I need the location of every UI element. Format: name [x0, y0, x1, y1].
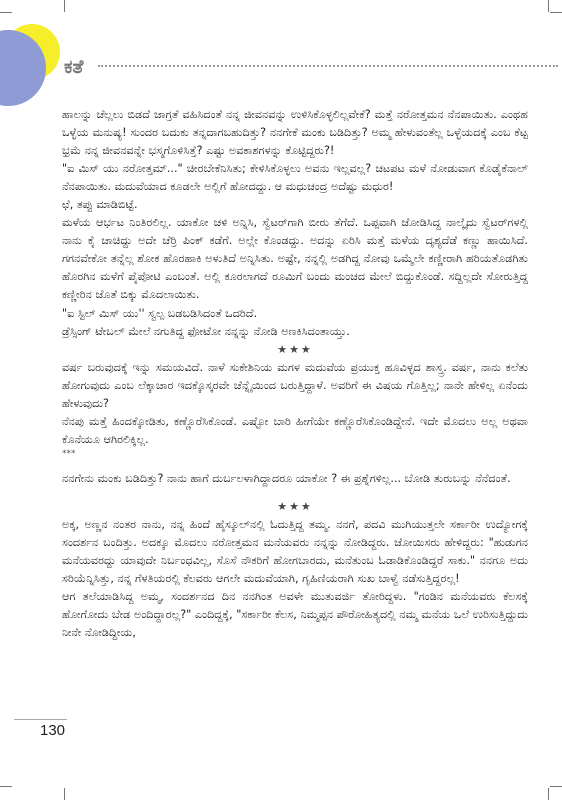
- crop-mark: [550, 786, 562, 787]
- crop-mark: [0, 12, 12, 13]
- mini-divider: ***: [62, 448, 76, 459]
- paragraph: ಛೆ, ತಪ್ಪು ಮಾಡಿಬಿಟ್ಟೆ.: [62, 198, 138, 212]
- crop-mark: [548, 788, 549, 800]
- paragraph: ವರ್ಷ ಬರುವುದಕ್ಕೆ ಇನ್ನು ಸಮಯವಿದೆ. ನಾಳೆ ಸುಕೇಶಿನಿಯ ಮಗಳ ಮದುವೆಯ ಪ್ರಯುಕ್ತ ಹೂವಿಳ್ಳದ ಶಾಸ್ತ್ರ. ವರ್ಷ, ನಾನು ಕಲೆತು ಹೋಗುವುದು ಎಂಬ ಲೆಕ್ಕಾಚಾರ ಇದಕ್ಕೊಸ್ಕರವೇ ಚೆನ್ನೈಯಿಂದ ಬರುತ್ತಿದ್ದಾಳೆ. ಅವರಿಗೆ ಈ ವಿಷಯ ಗೊತ್ತಿಲ್ಲ; ನಾನೇ ಹೇಳಿಲ್ಲ ಏನೆಂದು ಹೇಳುವುದು?: [62, 360, 528, 410]
- paragraph: "ಐ ಮಿಸ್ ಯು ನರೋತ್ತಮ್..." ಚೀರಬೇಕೆನಿಸಿತು; ಕೇಳಿಸಿಕೊಳ್ಳಲು ಅವನು ಇಲ್ಲವಲ್ಲ? ಚಟಪಟ ಮಳೆ ನೋಡುವಾಗ ಕೊಡೈಕೆನಾಲ್ ನೆನಪಾಯಿತು. ಮದುವೆಯಾದ ಕೂಡಲೇ ಅಲ್ಲಿಗೆ ಹೋದದ್ದು. ಆ ಮಧುಚಂದ್ರ ಅದೆಷ್ಟು ಮಧುರ!: [62, 162, 528, 194]
- section-divider: ★★★: [277, 342, 313, 356]
- page-number: 130: [40, 722, 66, 739]
- paragraph: "ಐ ಸ್ಟಿಲ್ ಮಿಸ್ ಯು'' ಸ್ವಲ್ಪ ಬಡಬಡಿಸಿದಂತೆ ಒದರಿದೆ.: [62, 306, 258, 320]
- paragraph: ಆಗ ತಲೆಯಾಡಿಸಿದ್ದ ಅಮ್ಮ, ಸಂದರ್ಶನದ ದಿನ ನನಗಿಂತ ಅವಳೇ ಮುತುವರ್ಜಿ ತೋರಿದ್ದಳು. "ಗಂಡಿನ ಮನೆಯವರು ಕೆಲಸಕ್ಕೆ ಹೋಗೋದು ಬೇಡ ಅಂದಿದ್ದಾರಲ್ಲ?" ಎಂದಿದ್ದಕ್ಕೆ, "ಸರ್ಕಾರೀ ಕೆಲಸ, ನಿಮ್ಮಪ್ಪನ ಪೌರೋಹಿತ್ಯದಲ್ಲಿ ನಮ್ಮ ಮನೆಯ ಒಲೆ ಉರಿಸುತ್ತಿದ್ದುದು ನೀನೇ ನೋಡಿದ್ದೀಯ,: [62, 590, 528, 640]
- crop-mark: [64, 788, 65, 800]
- section-label: ಕತೆ: [64, 56, 84, 78]
- crop-mark: [550, 12, 562, 13]
- paragraph: ಮಳೆಯ ಆರ್ಭಟ ನಿಂತಿರಲಿಲ್ಲ. ಯಾಕೋ ಚಳಿ ಅನ್ನಿಸಿ, ಸ್ವೆಟರ್‌ಗಾಗಿ ಬೀರು ತೆಗೆದೆ. ಒಪ್ಪವಾಗಿ ಜೋಡಿಸಿದ್ದ ನಾಲ್ಕೈದು ಸ್ವೆಟರ್‌ಗಳಲ್ಲಿ ನಾನು ಕೈ ಚಾಚಿದ್ದು ಅದೇ ಚೆರ್ರಿ ಪಿಂಕ್ ಕಡೆಗೆ. ಅಲ್ಲೇ ಕೊಂಡದ್ದು. ಅದನ್ನು ಏರಿಸಿ ಮತ್ತೆ ಮಳೆಯ ದೃಶ್ಯದೆಡೆ ಕಣ್ಣು ಹಾಯಿಸಿದೆ. ಗಗನವೇಕೋ ತನ್ನೆಲ್ಲ ಶೋಕ ಹೊರಹಾಕಿ ಅಳುತಿದೆ ಅನ್ನಿಸಿತು. ಅಷ್ಟೇ, ನನ್ನಲ್ಲಿ ಅಡಗಿದ್ದ ನೋವು ಒಮ್ಮೆಲೇ ಕಣ್ಣೀರಾಗಿ ಹರಿಯತೊಡಗಿತು ಹೊರಗಿನ ಮಳೆಗೆ ಪೈಪೋಟಿ ಎಂಬಂತೆ. ಅಲ್ಲಿ ಕೂರಲಾಗದೆ ರೂಮಿಗೆ ಬಂದು ಮಂಚದ ಮೇಲೆ ಬಿದ್ದುಕೊಂಡೆ. ಸದ್ದಿಲ್ಲದೇ ಸೋರುತ್ತಿದ್ದ ಕಣ್ಣೀರಿನ ಜೊತೆ ಬಿಕ್ಕು ಮೊದಲಾಯಿತು.: [62, 216, 528, 302]
- dotted-rule: [98, 65, 558, 67]
- crop-mark: [64, 0, 65, 12]
- story-body: [62, 106, 528, 642]
- paragraph: ನೆನಪು ಮತ್ತೆ ಹಿಂದಕ್ಕೋಡಿತು, ಕಣ್ಣೊರೆಸಿಕೊಂಡೆ. ಎಷ್ಟೋ ಬಾರಿ ಹೀಗೆಯೇ ಕಣ್ಣೊರೆಸಿಕೊಂಡಿದ್ದೇನೆ. ಇದೇ ಮೊದಲು ಅಲ್ಲ ಅಥವಾ ಕೊನೆಯೂ ಆಗಿರಲಿಕ್ಕಿಲ್ಲ.: [62, 414, 528, 446]
- footer-rule: [14, 719, 67, 720]
- crop-mark: [0, 786, 12, 787]
- paragraph: ಅಕ್ಕ, ಅಣ್ಣನ ನಂತರ ನಾನು, ನನ್ನ ಹಿಂದೆ ಹೈಸ್ಕೂಲ್‌ನಲ್ಲಿ ಓದುತ್ತಿದ್ದ ತಮ್ಮ. ನನಗೆ, ಪದವಿ ಮುಗಿಯುತ್ತಲೇ ಸರ್ಕಾರೀ ಉದ್ಯೋಗಕ್ಕೆ ಸಂದರ್ಶನ ಬಂದಿತ್ತು. ಅದಕ್ಕೂ ಮೊದಲು ನರೋತ್ತಮನ ಮನೆಯವರು ನನ್ನನ್ನು ನೋಡಿದ್ದರು. ಜೋಯಿಸರು ಹೇಳಿದ್ದರು: "ಹುಡುಗನ ಮನೆಯವರದ್ದು ಯಾವುದೇ ನಿರ್ಬಂಧವಿಲ್ಲ, ಸೊಸೆ ನೌಕರಿಗೆ ಹೋಗಬಾರದು, ಮನೆತುಂಬ ಓಡಾಡಿಕೊಂಡಿದ್ದರೆ ಸಾಕು." ನನಗೂ ಅದು ಸರಿಯೆನ್ನಿಸಿತ್ತು, ನನ್ನ ಗೆಳತಿಯರಲ್ಲಿ ಕೆಲವರು ಆಗಲೇ ಮದುವೆಯಾಗಿ, ಗೃಹಿಣಿಯರಾಗಿ ಸುಖ ಬಾಳ್ವೆ ನಡೆಸುತ್ತಿದ್ದರಲ್ಲ!: [62, 517, 528, 586]
- decorative-circle-overlap: [4, 30, 46, 106]
- section-divider: ★★★: [277, 499, 313, 513]
- paragraph: ಡ್ರೆಸ್ಸಿಂಗ್ ಟೇಬಲ್ ಮೇಲೆ ನಗುತಿದ್ದ ಫೋಟೋ ನನ್ನನ್ನು ನೋಡಿ ಅಣಕಿಸಿದಂತಾಯ್ತು.: [62, 324, 350, 338]
- crop-mark: [548, 0, 549, 12]
- paragraph: ನನಗೇನು ಮಂಕು ಬಡಿದಿತ್ತು? ನಾನು ಹಾಗೆ ದುರ್ಬಲಳಾಗಿದ್ದಾದರೂ ಯಾಕೋ ? ಈ ಪ್ರಶ್ನೆಗಳಿಲ್ಲ... ಬೋಡಿ ತುರುಬನ್ನು ನೆನೆದಂತೆ.: [62, 471, 511, 485]
- paragraph: ಹಾಲನ್ನು ಚೆಲ್ಲಲು ಬಿಡದೆ ಜಾಗ್ರತೆ ವಹಿಸಿದಂತೆ ನನ್ನ ಜೀವನವನ್ನು ಉಳಿಸಿಕೊಳ್ಳಲಿಲ್ಲವೇಕೆ? ಮತ್ತೆ ನರೋತ್ತಮನ ನೆನಪಾಯಿತು. ಎಂಥಹ ಒಳ್ಳೆಯ ಮನುಷ್ಯ! ಸುಂದರ ಬದುಕು ತನ್ನದಾಗಬಹುದಿತ್ತು? ನನಗೇಕೆ ಮಂಕು ಬಡಿದಿತ್ತು? ಅಮ್ಮ ಹೇಳುವಂತೆಲ್ಲ ಒಳ್ಳೆಯದಕ್ಕೆ ಎಂಬ ಕೆಟ್ಟ ಭ್ರಮೆ ನನ್ನ ಜೀವನವನ್ನೇ ಭಸ್ಮಗೊಳಿಸಿತ್ತೆ? ಎಷ್ಟು ಅವಕಾಶಗಳನ್ನು ಕೊಟ್ಟಿದ್ದರು?!: [62, 108, 528, 158]
